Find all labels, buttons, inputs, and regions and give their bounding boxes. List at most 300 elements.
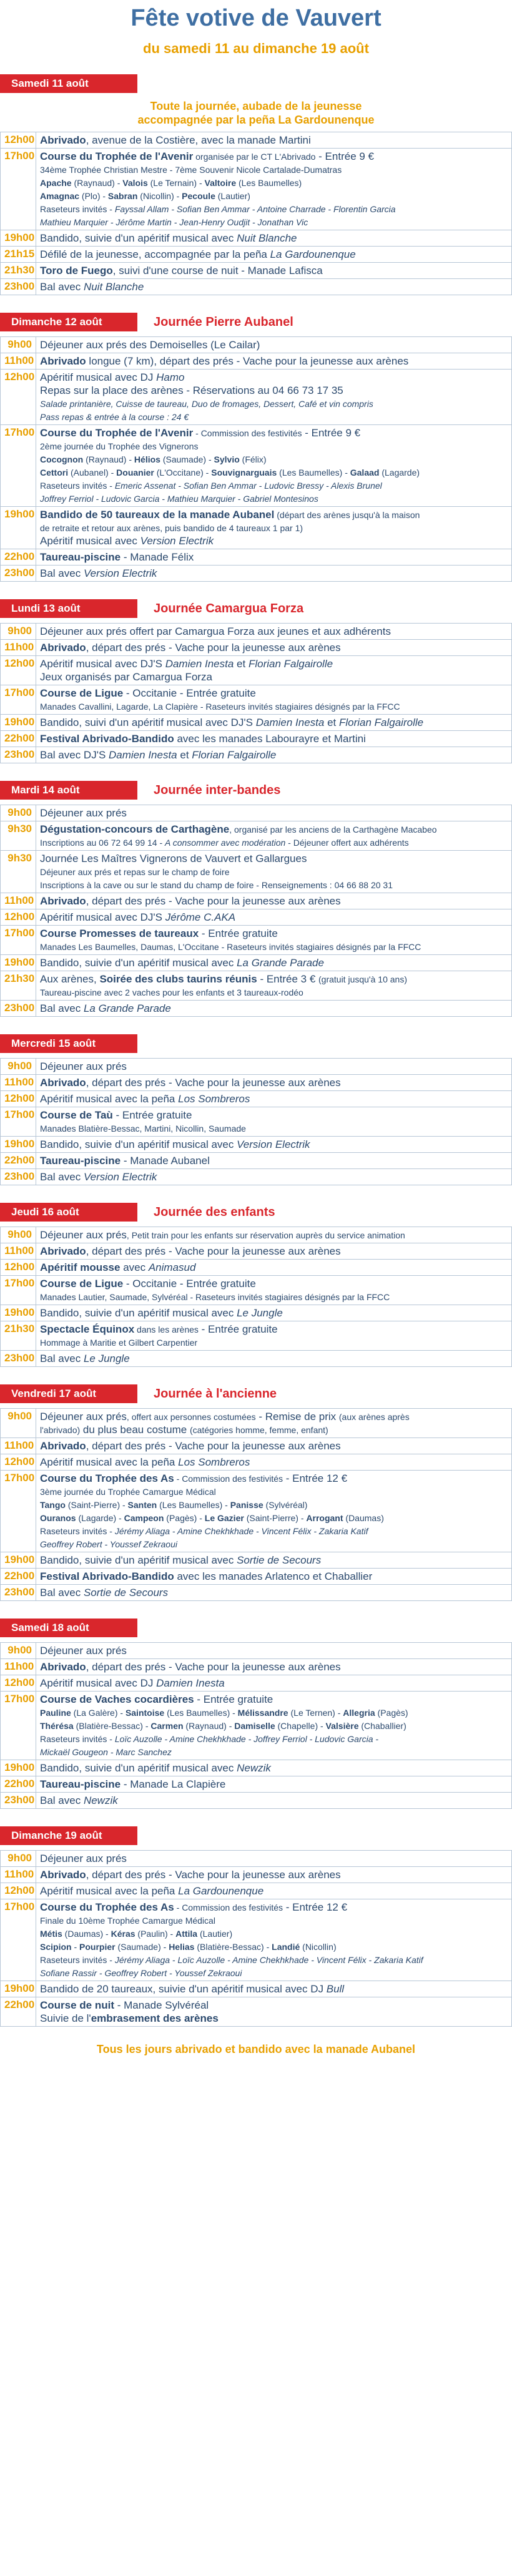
event-text: Apéritif musical avec DJ'S xyxy=(40,911,165,923)
event-description xyxy=(36,1692,512,1760)
event-text: Bandido, suivie d'un apéritif musical avec xyxy=(40,1307,237,1319)
event-time: 22h00 xyxy=(1,1997,36,2027)
event-description xyxy=(36,149,512,230)
day-intro xyxy=(0,99,512,127)
event-line xyxy=(40,1306,508,1320)
event-row xyxy=(1,731,512,747)
event-text: Pecoule xyxy=(182,191,215,201)
event-line xyxy=(40,927,508,940)
event-text: 34ème Trophée Christian Mestre - 7ème Souvenir Nicole Cartalade-Dumatras xyxy=(40,165,342,175)
event-description xyxy=(36,1851,512,1867)
event-row xyxy=(1,370,512,425)
event-text: Raseteurs invités - xyxy=(40,1526,115,1536)
event-row xyxy=(1,566,512,582)
event-line xyxy=(40,1138,508,1151)
event-text: - Manade Félix xyxy=(121,551,194,563)
event-line xyxy=(40,1511,508,1524)
event-time: 22h00 xyxy=(1,549,36,566)
day-label: Jeudi 16 août xyxy=(0,1203,137,1222)
event-line xyxy=(40,1982,508,1996)
event-line xyxy=(40,1570,508,1583)
day-label: Vendredi 17 août xyxy=(0,1384,137,1403)
event-text: Damien Inesta xyxy=(255,717,325,728)
day-section xyxy=(0,313,512,582)
event-text: - Entrée gratuite xyxy=(194,1693,273,1705)
event-line xyxy=(40,687,508,700)
event-text: (Les Baumelles) - xyxy=(164,1708,238,1718)
event-text: , départ des prés - Vache pour la jeunesse aux arènes xyxy=(86,895,341,907)
event-line xyxy=(40,215,508,228)
day-label: Dimanche 12 août xyxy=(0,313,137,331)
event-line xyxy=(40,732,508,745)
event-row xyxy=(1,640,512,656)
day-label: Dimanche 19 août xyxy=(0,1826,137,1845)
event-row xyxy=(1,821,512,851)
event-line xyxy=(40,479,508,492)
event-line xyxy=(40,384,508,397)
event-text: Bal avec xyxy=(40,1587,84,1599)
event-row xyxy=(1,1776,512,1793)
event-line xyxy=(40,657,508,670)
event-text: Raseteurs invités - xyxy=(40,1734,115,1744)
event-description xyxy=(36,1867,512,1883)
event-line xyxy=(40,956,508,969)
event-line xyxy=(40,232,508,245)
event-description xyxy=(36,640,512,656)
event-line xyxy=(40,492,508,505)
event-text: - Déjeuner offert aux adhérents xyxy=(285,838,409,848)
event-line xyxy=(40,1002,508,1015)
event-description xyxy=(36,851,512,893)
event-line xyxy=(40,1352,508,1365)
event-time: 23h00 xyxy=(1,279,36,295)
events-table xyxy=(0,623,512,763)
event-text: Arrogant xyxy=(306,1513,343,1523)
event-time: 23h00 xyxy=(1,1793,36,1809)
event-line xyxy=(40,189,508,202)
event-line xyxy=(40,1693,508,1706)
event-text: Repas sur la place des arènes - Réservations au 04 66 73 17 35 xyxy=(40,384,343,396)
event-text: Newzik xyxy=(237,1762,271,1774)
event-line xyxy=(40,1109,508,1122)
event-row xyxy=(1,1552,512,1569)
event-text: (Le Ternen) - xyxy=(288,1708,343,1718)
event-text: , avenue de la Costière, avec la manade Martini xyxy=(86,134,311,146)
event-time: 22h00 xyxy=(1,1569,36,1585)
event-time: 11h00 xyxy=(1,1867,36,1883)
event-description xyxy=(36,805,512,821)
event-time: 11h00 xyxy=(1,893,36,909)
event-text: Florian Falgairolle xyxy=(248,658,333,670)
event-time: 22h00 xyxy=(1,1776,36,1793)
event-line xyxy=(40,894,508,908)
event-text: Déjeuner aux prés xyxy=(40,1853,127,1864)
event-text: avec xyxy=(120,1261,149,1273)
event-description xyxy=(36,1409,512,1438)
event-row xyxy=(1,715,512,731)
event-description xyxy=(36,1059,512,1075)
events-table xyxy=(0,1642,512,1809)
event-time: 19h00 xyxy=(1,1305,36,1321)
event-text: Sortie de Secours xyxy=(237,1554,322,1566)
event-line xyxy=(40,1719,508,1732)
event-text: Cocognon xyxy=(40,454,84,464)
event-text: Inscriptions au 06 72 64 99 14 - xyxy=(40,838,165,848)
event-row xyxy=(1,1169,512,1185)
event-text: organisée par le CT L'Abrivado xyxy=(193,152,316,162)
event-text: Le Jungle xyxy=(237,1307,283,1319)
event-line xyxy=(40,1439,508,1452)
event-text: 3ème journée du Trophée Camargue Médical xyxy=(40,1487,216,1497)
event-description xyxy=(36,624,512,640)
event-text: , Petit train pour les enfants sur réservation auprès du service animation xyxy=(126,1230,405,1240)
event-text: Déjeuner aux prés et repas sur le champ de foire xyxy=(40,867,230,877)
event-text: Sofiane Rassir - Geoffrey Robert - Youssef Zekraoui xyxy=(40,1968,242,1978)
event-line xyxy=(40,1706,508,1719)
event-line xyxy=(40,551,508,564)
event-text: Abrivado xyxy=(40,1077,86,1089)
day-section xyxy=(0,1034,512,1185)
day-header xyxy=(0,1619,512,1637)
event-text: Los Sombreros xyxy=(178,1093,250,1105)
event-row xyxy=(1,353,512,370)
event-line xyxy=(40,1245,508,1258)
event-text: (Daumas) xyxy=(343,1513,384,1523)
event-text: Finale du 10ème Trophée Camargue Médical xyxy=(40,1916,215,1926)
event-text: Raseteurs invités - xyxy=(40,1955,115,1965)
event-description xyxy=(36,1793,512,1809)
event-line xyxy=(40,1852,508,1865)
day-section xyxy=(0,781,512,1017)
event-line xyxy=(40,700,508,713)
day-section xyxy=(0,1826,512,2027)
event-description xyxy=(36,263,512,279)
event-row xyxy=(1,337,512,353)
event-text: Bandido, suivie d'un apéritif musical avec xyxy=(40,1554,237,1566)
event-text: Le Jungle xyxy=(83,1353,130,1364)
event-text: - Manade Sylvéréal xyxy=(114,1999,209,2011)
event-line xyxy=(40,280,508,293)
event-text: Abrivado xyxy=(40,642,86,654)
event-row xyxy=(1,955,512,971)
event-text: Sylvio xyxy=(214,454,240,464)
event-text: Course de nuit xyxy=(40,1999,115,2011)
event-description xyxy=(36,337,512,353)
event-text: Landié xyxy=(272,1942,300,1952)
event-time: 12h00 xyxy=(1,1675,36,1692)
event-time: 19h00 xyxy=(1,1760,36,1776)
event-text: Déjeuner aux prés xyxy=(40,1229,127,1241)
event-text: Nuit Blanche xyxy=(237,232,297,244)
day-header xyxy=(0,781,512,800)
event-row xyxy=(1,1001,512,1017)
event-text: Bandido, suivi d'un apéritif musical avec DJ'S xyxy=(40,717,256,728)
event-text: embrasement des arènes xyxy=(91,2012,219,2024)
event-time: 19h00 xyxy=(1,955,36,971)
event-description xyxy=(36,893,512,909)
event-line xyxy=(40,641,508,654)
event-text: , départ des prés - Vache pour la jeunesse aux arènes xyxy=(86,1440,341,1452)
event-text: Loïc Auzolle - Amine Chekhkhade - Joffrey Ferriol - Ludovic Garcia - xyxy=(114,1734,379,1744)
event-description xyxy=(36,1243,512,1260)
footer-note: Tous les jours abrivado et bandido avec la manade Aubanel xyxy=(96,2043,416,2055)
event-time: 17h00 xyxy=(1,425,36,507)
event-text: Taureau-piscine xyxy=(40,551,121,563)
event-text: Apéritif musical avec la peña xyxy=(40,1456,179,1468)
event-text: Taureau-piscine avec 2 vaches pour les enfants et 3 taureaux-rodéo xyxy=(40,987,303,997)
event-text: (Lagarde) - xyxy=(76,1513,124,1523)
event-text: et xyxy=(177,749,192,761)
event-time: 19h00 xyxy=(1,1552,36,1569)
event-time: 21h30 xyxy=(1,263,36,279)
event-text: , départ des prés - Vache pour la jeunesse aux arènes xyxy=(86,1869,341,1881)
event-text: - Manade La Clapière xyxy=(121,1778,226,1790)
event-text: Course du Trophée de l'Avenir xyxy=(40,150,194,162)
event-row xyxy=(1,1643,512,1659)
event-line xyxy=(40,716,508,729)
event-text: - Commission des festivités xyxy=(174,1903,283,1912)
event-text: - Manade Aubanel xyxy=(121,1155,210,1167)
event-line xyxy=(40,453,508,466)
event-line xyxy=(40,371,508,384)
event-text: - Entrée 9 € xyxy=(315,150,375,162)
event-time: 11h00 xyxy=(1,1659,36,1675)
event-row xyxy=(1,1585,512,1601)
event-line xyxy=(40,1868,508,1881)
event-text: avec les manades Arlatenco et Chaballier xyxy=(174,1570,373,1582)
event-text: , départ des prés - Vache pour la jeunesse aux arènes xyxy=(86,1077,341,1089)
event-line xyxy=(40,150,508,163)
event-line xyxy=(40,1927,508,1940)
event-text: Florian Falgairolle xyxy=(192,749,277,761)
event-text: (Saint-Pierre) - xyxy=(65,1500,128,1510)
event-line xyxy=(40,508,508,521)
event-line xyxy=(40,806,508,820)
event-description xyxy=(36,1351,512,1367)
event-text: Abrivado xyxy=(40,1661,86,1673)
event-line xyxy=(40,823,508,836)
event-time: 19h00 xyxy=(1,230,36,247)
event-text: (Blatière-Bessac) - xyxy=(73,1721,151,1731)
event-text: , départ des prés - Vache pour la jeunesse aux arènes xyxy=(86,1245,341,1257)
event-text: Pauline xyxy=(40,1708,71,1718)
event-row xyxy=(1,1981,512,1997)
event-text: Le Gazier xyxy=(204,1513,244,1523)
event-time: 21h30 xyxy=(1,1321,36,1351)
event-line xyxy=(40,1323,508,1336)
event-text: Taureau-piscine xyxy=(40,1778,121,1790)
event-line xyxy=(40,410,508,423)
event-line xyxy=(40,878,508,891)
page-subtitle: du samedi 11 au dimanche 19 août xyxy=(143,41,369,56)
event-text: Déjeuner aux prés xyxy=(40,1645,127,1657)
event-text: Damiselle xyxy=(234,1721,275,1731)
event-description xyxy=(36,1659,512,1675)
event-line xyxy=(40,625,508,638)
event-text: Santen xyxy=(127,1500,157,1510)
event-row xyxy=(1,805,512,821)
event-description xyxy=(36,1454,512,1471)
event-text: - Entrée 3 € xyxy=(257,973,318,985)
event-description xyxy=(36,1107,512,1137)
day-theme: Journée des enfants xyxy=(154,1205,275,1219)
event-line xyxy=(40,1732,508,1745)
event-text: Ouranos xyxy=(40,1513,76,1523)
event-line xyxy=(40,1794,508,1807)
event-description xyxy=(36,1899,512,1981)
event-text: l'abrivado) xyxy=(40,1425,81,1435)
event-line xyxy=(40,986,508,999)
event-text: Jérôme C.AKA xyxy=(165,911,236,923)
event-text: (La Galère) - xyxy=(71,1708,126,1718)
event-text: Scipion xyxy=(40,1942,72,1952)
event-text: Version Electrik xyxy=(83,567,157,579)
event-text: Bal avec xyxy=(40,1353,84,1364)
event-text: Bandido de 50 taureaux de la manade Aubanel xyxy=(40,509,275,521)
event-line xyxy=(40,202,508,215)
event-time: 9h30 xyxy=(1,821,36,851)
event-text: Raseteurs invités - xyxy=(40,204,115,214)
event-text: (Lagarde) xyxy=(379,468,420,477)
event-text: de retraite et retour aux arènes, puis bandido de 4 taureaux 1 par 1) xyxy=(40,523,303,533)
event-time: 9h00 xyxy=(1,805,36,821)
event-row xyxy=(1,1883,512,1899)
event-line xyxy=(40,1423,508,1436)
event-text: La Grande Parade xyxy=(83,1002,171,1014)
event-text: Version Electrik xyxy=(83,1171,157,1183)
event-text: (Daumas) - xyxy=(62,1929,111,1939)
event-line xyxy=(40,940,508,953)
event-text: Manades Lautier, Saumade, Sylvéréal - Raseteurs invités stagiaires désignés par la FFCC xyxy=(40,1292,390,1302)
event-line xyxy=(40,1901,508,1914)
event-text: Animasud xyxy=(148,1261,196,1273)
event-text: 2ème journée du Trophée des Vignerons xyxy=(40,441,199,451)
event-time: 12h00 xyxy=(1,1454,36,1471)
event-text: Jeux organisés par Camargua Forza xyxy=(40,671,212,683)
event-text: Course de Vaches cocardières xyxy=(40,1693,194,1705)
event-text: (Raynaud) - xyxy=(71,178,123,188)
event-text: (Lautier) xyxy=(215,191,250,201)
event-text: Sabran xyxy=(107,191,138,201)
event-time: 19h00 xyxy=(1,1981,36,1997)
event-text: Abrivado xyxy=(40,355,86,367)
event-time: 23h00 xyxy=(1,566,36,582)
event-row xyxy=(1,247,512,263)
event-text: Course du Trophée des As xyxy=(40,1901,174,1913)
event-text: Douanier xyxy=(116,468,154,477)
event-text: - Occitanie - Entrée gratuite xyxy=(123,687,256,699)
event-description xyxy=(36,926,512,955)
event-description xyxy=(36,1075,512,1091)
event-description xyxy=(36,132,512,149)
event-description xyxy=(36,1997,512,2027)
event-description xyxy=(36,507,512,549)
event-time: 11h00 xyxy=(1,640,36,656)
event-text: Course Promesses de taureaux xyxy=(40,928,199,939)
event-text: Métis xyxy=(40,1929,62,1939)
day-intro-line: accompagnée par la peña La Gardounenque xyxy=(137,114,375,126)
event-time: 17h00 xyxy=(1,149,36,230)
event-line xyxy=(40,1456,508,1469)
day-header xyxy=(0,1203,512,1222)
event-time: 19h00 xyxy=(1,1137,36,1153)
event-time: 12h00 xyxy=(1,909,36,926)
event-text: Bandido, suivie d'un apéritif musical avec xyxy=(40,957,237,969)
event-text: et xyxy=(324,717,339,728)
event-text: Apéritif musical avec xyxy=(40,535,140,547)
event-line xyxy=(40,836,508,849)
event-time: 11h00 xyxy=(1,1438,36,1454)
event-description xyxy=(36,1001,512,1017)
event-text: - Entrée gratuite xyxy=(198,1323,278,1335)
event-description xyxy=(36,747,512,763)
event-text: Course de Ligue xyxy=(40,1278,124,1290)
event-line xyxy=(40,2012,508,2025)
event-time: 17h00 xyxy=(1,1899,36,1981)
event-row xyxy=(1,971,512,1001)
event-text: Festival Abrivado-Bandido xyxy=(40,1570,174,1582)
event-text: - xyxy=(71,1942,80,1952)
event-row xyxy=(1,909,512,926)
event-text: et xyxy=(234,658,249,670)
event-description xyxy=(36,1169,512,1185)
event-line xyxy=(40,911,508,924)
event-time: 22h00 xyxy=(1,731,36,747)
day-theme: Journée à l'ancienne xyxy=(154,1386,277,1401)
event-row xyxy=(1,1059,512,1075)
event-text: Festival Abrivado-Bandido xyxy=(40,733,174,745)
event-text: - Entrée 12 € xyxy=(283,1472,348,1484)
event-text: Taureau-piscine xyxy=(40,1155,121,1167)
event-row xyxy=(1,1260,512,1276)
event-row xyxy=(1,1153,512,1169)
event-line xyxy=(40,1498,508,1511)
event-row xyxy=(1,1760,512,1776)
event-line xyxy=(40,1953,508,1966)
event-text: Inscriptions à la cave ou sur le stand du champ de foire - Renseignements : 04 66 88 20 31 xyxy=(40,880,393,890)
event-text: Déjeuner aux prés des Demoiselles (Le Cailar) xyxy=(40,339,260,351)
day-label: Samedi 18 août xyxy=(0,1619,137,1637)
event-text: Bandido, suivie d'un apéritif musical avec xyxy=(40,232,237,244)
event-time: 12h00 xyxy=(1,132,36,149)
event-time: 11h00 xyxy=(1,1243,36,1260)
event-time: 17h00 xyxy=(1,1276,36,1305)
day-intro-line: Toute la journée, aubade de la jeunesse xyxy=(150,100,362,112)
event-text: - Entrée gratuite xyxy=(199,928,278,939)
event-text: Abrivado xyxy=(40,895,86,907)
event-text: (Blatière-Bessac) - xyxy=(194,1942,272,1952)
event-line xyxy=(40,1554,508,1567)
event-row xyxy=(1,1107,512,1137)
event-text: Journée Les Maîtres Vignerons de Vauvert et Gallargues xyxy=(40,853,307,864)
event-text: Mathieu Marquier - Jérôme Martin - Jean-Henry Oudjit - Jonathan Vic xyxy=(40,217,308,227)
event-text: Déjeuner aux prés xyxy=(40,807,127,819)
event-text: - Entrée gratuite xyxy=(112,1109,192,1121)
event-description xyxy=(36,1227,512,1243)
event-time: 17h00 xyxy=(1,1107,36,1137)
event-description xyxy=(36,715,512,731)
event-description xyxy=(36,1137,512,1153)
event-text: Hélios xyxy=(134,454,160,464)
event-text: Tango xyxy=(40,1500,66,1510)
event-line xyxy=(40,1261,508,1274)
day-theme: Journée Pierre Aubanel xyxy=(154,315,293,329)
day-header xyxy=(0,1034,512,1053)
event-row xyxy=(1,507,512,549)
event-description xyxy=(36,230,512,247)
event-line xyxy=(40,1586,508,1599)
day-header xyxy=(0,599,512,618)
